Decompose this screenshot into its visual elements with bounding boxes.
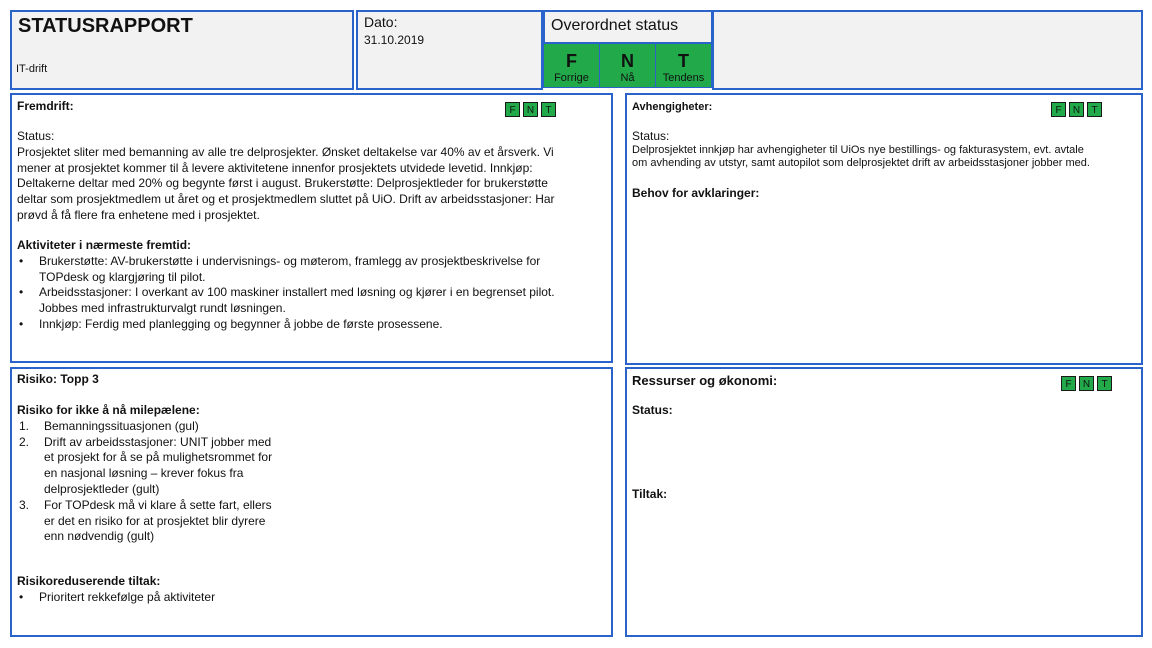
status-trend-letter: T <box>678 51 689 71</box>
risk-list <box>17 419 607 545</box>
dependency-line: Delprosjektet innkjøp har avhengigheter til UiOs nye bestillings- og fakturasystem, evt. avtale <box>632 143 1084 156</box>
risk-milestones-label: Risiko for ikke å nå milepælene: <box>17 403 200 417</box>
mitigation-line: Prioritert rekkefølge på aktiviteter <box>39 589 216 604</box>
list-number: 3. <box>19 497 30 512</box>
risk-mitigation-label: Risikoreduserende tiltak: <box>17 574 161 588</box>
risk-panel <box>10 367 613 637</box>
risk-line: er det en risiko for at prosjektet blir dyrere <box>44 513 266 528</box>
risk-mitigation <box>17 574 607 606</box>
resources-fnt <box>1061 376 1112 391</box>
overall-status-box <box>543 10 713 44</box>
status-trend <box>655 43 712 88</box>
activity-item <box>17 254 607 286</box>
status-now <box>599 43 656 88</box>
progress-heading: Fremdrift: <box>17 99 74 113</box>
status-now-caption: Nå <box>620 72 635 84</box>
risk-line: et prosjekt for å se på mulighetsrommet for <box>44 450 273 465</box>
status-line: Deltakerne deltar med 20% og begynte først i august. Brukerstøtte: Delprosjektleder for brukerstøtte <box>17 176 548 191</box>
activities-label: Aktiviteter i nærmeste fremtid: <box>17 238 192 252</box>
risk-line: For TOPdesk må vi klare å sette fart, ellers <box>44 497 272 512</box>
risk-line: Bemanningssituasjonen (gul) <box>44 418 199 433</box>
clarifications-label: Behov for avklaringer: <box>632 186 760 200</box>
activity-line: Jobbes med infrastrukturvalgt rundt løsningen. <box>39 301 286 316</box>
activity-line: Innkjøp: Ferdig med planlegging og begynner å jobbe de første prosessene. <box>39 316 443 331</box>
resources-status-label: Status: <box>632 403 673 417</box>
bullet: • <box>19 253 24 268</box>
activity-line: TOPdesk og klargjøring til pilot. <box>39 269 206 284</box>
status-line: prøvd å få flere fra enhetene med i prosjektet. <box>17 207 260 222</box>
dependencies-fnt <box>1051 102 1102 117</box>
fnt-t: T <box>1097 376 1112 391</box>
resources-measures-label: Tiltak: <box>632 487 668 501</box>
fnt-f: F <box>1061 376 1076 391</box>
activity-item <box>17 285 607 317</box>
risk-item <box>17 419 607 435</box>
date-box <box>356 10 543 90</box>
dependencies-heading: Avhengigheter: <box>632 101 713 113</box>
date-value: 31.10.2019 <box>364 33 425 47</box>
progress-panel <box>10 93 613 363</box>
fnt-t: T <box>1087 102 1102 117</box>
status-line: mener at prosjektet kommer til å levere aktivitetene innenfor prosjektets utvidede levetid. Innkjøp: <box>17 160 533 175</box>
status-line: Prosjektet sliter med bemanning av alle tre delprosjekter. Ønsket deltakelse var 40% av et årsverk. Vi <box>17 144 554 159</box>
status-previous-caption: Forrige <box>554 72 589 84</box>
status-previous <box>543 43 600 88</box>
mitigation-item <box>17 590 607 606</box>
header-notes-box <box>712 10 1143 90</box>
fnt-f: F <box>1051 102 1066 117</box>
dependencies-status <box>632 130 1138 171</box>
dependencies-status-label: Status: <box>632 129 670 143</box>
risk-line: en nasjonal løsning – krever fokus fra <box>44 466 244 481</box>
risk-heading: Risiko: Topp 3 <box>17 372 99 386</box>
activities <box>17 238 607 333</box>
list-number: 1. <box>19 418 30 433</box>
bullet: • <box>19 589 24 604</box>
overall-status-label: Overordnet status <box>551 17 679 34</box>
unit-label: IT-drift <box>16 63 48 75</box>
risk-line: enn nødvendig (gult) <box>44 529 155 544</box>
resources-heading: Ressurser og økonomi: <box>632 373 778 388</box>
risk-item <box>17 435 607 498</box>
dependency-line: om avhending av utstyr, samt autopilot som delprosjektet drift av arbeidsstasjoner jobber med. <box>632 157 1090 170</box>
activity-item <box>17 317 607 333</box>
resources-panel <box>625 367 1143 637</box>
progress-status <box>17 129 607 224</box>
bullet: • <box>19 316 24 331</box>
activity-line: Arbeidsstasjoner: I overkant av 100 maskiner installert med løsning og kjører i en begrenset pilot. <box>39 285 555 300</box>
progress-status-label: Status: <box>17 129 55 143</box>
risk-item <box>17 498 607 545</box>
fnt-f: F <box>505 102 520 117</box>
dependencies-panel <box>625 93 1143 365</box>
fnt-n: N <box>1069 102 1084 117</box>
status-trend-caption: Tendens <box>662 72 705 84</box>
progress-fnt <box>505 102 556 117</box>
status-previous-letter: F <box>566 51 577 71</box>
date-label: Dato: <box>364 14 398 30</box>
title-box <box>10 10 354 90</box>
fnt-t: T <box>541 102 556 117</box>
status-now-letter: N <box>621 51 634 71</box>
status-line: deltar som prosjektmedlem ut året og et prosjektmedlem sluttet på UiO. Drift av arbeidsstasjoner: Har <box>17 192 555 207</box>
bullet: • <box>19 285 24 300</box>
risk-milestones <box>17 403 607 545</box>
fnt-n: N <box>523 102 538 117</box>
list-number: 2. <box>19 434 30 449</box>
risk-line: Drift av arbeidsstasjoner: UNIT jobber med <box>44 434 272 449</box>
report-title: STATUSRAPPORT <box>18 15 193 37</box>
activity-line: Brukerstøtte: AV-brukerstøtte i undervisnings- og møterom, framlegg av prosjektbeskrivelse for <box>39 253 541 268</box>
risk-line: delprosjektleder (gult) <box>44 481 160 496</box>
fnt-n: N <box>1079 376 1094 391</box>
